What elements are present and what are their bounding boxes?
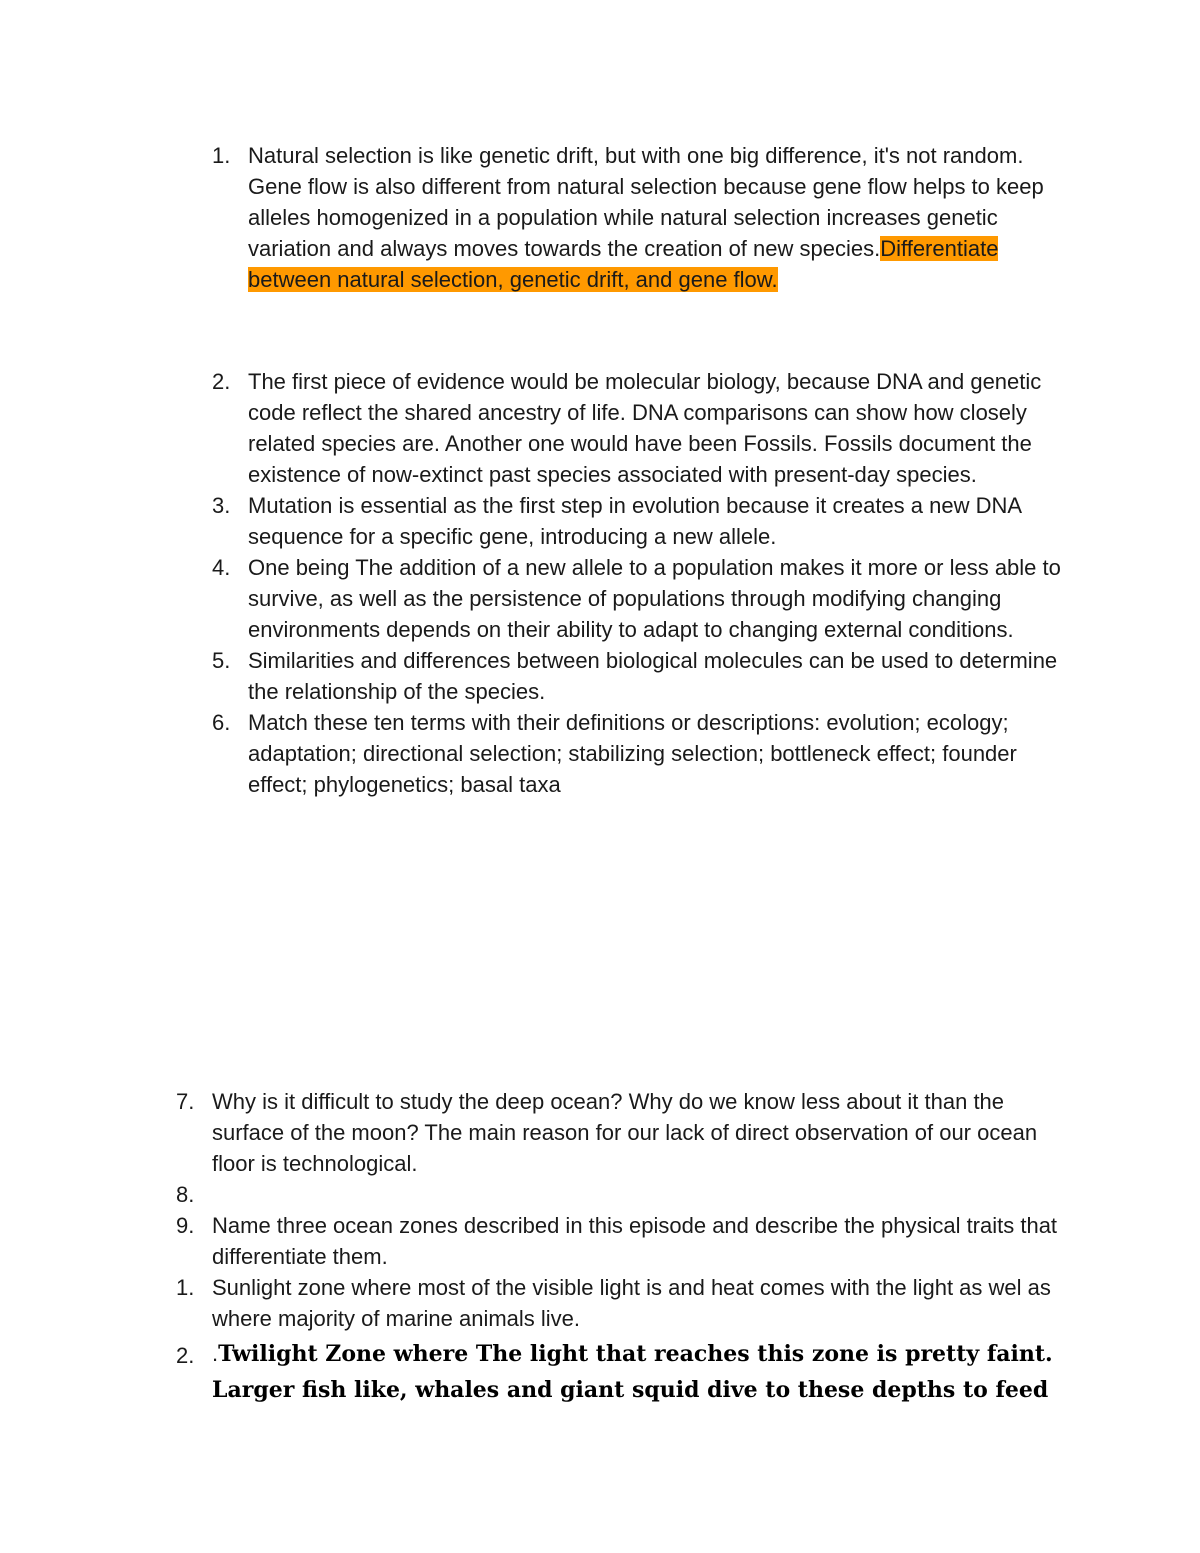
answer-list-part-1 (200, 140, 1080, 295)
item-number: 1. (176, 1275, 195, 1300)
answer-list-part-3 (164, 1086, 1064, 1408)
list-item (164, 1336, 1064, 1408)
item-number: 8. (176, 1182, 195, 1207)
item-text: The first piece of evidence would be molecular biology, because DNA and genetic code reflect the shared ancestry of life. DNA comparisons can show how closely related species are. Another one would have been Fossils. Fossils document the existence of now-extinct past species associated with present-day species. (248, 369, 1042, 487)
item-text: Natural selection is like genetic drift, but with one big difference, it's not random. Gene flow is also different from natural selection because gene flow helps to keep alleles homogenized in a population while natural selection increases genetic variation and always moves towards the creation of new species. (248, 143, 1044, 261)
list-item (164, 1086, 1064, 1179)
list-item (200, 366, 1080, 490)
item-text: Mutation is essential as the first step in evolution because it creates a new DNA sequence for a specific gene, introducing a new allele. (248, 493, 1021, 549)
list-item (200, 645, 1080, 707)
item-number: 2. (212, 369, 231, 394)
list-item (164, 1179, 1064, 1210)
item-number: 6. (212, 710, 231, 735)
item-text-bold: Twilight Zone where The light that reaches this zone is pretty faint. Larger fish like, whales and giant squid dive to these depths to feed (212, 1341, 1053, 1403)
item-text: Similarities and differences between biological molecules can be used to determine the relationship of the species. (248, 648, 1058, 704)
list-item (200, 552, 1080, 645)
item-text: One being The addition of a new allele to a population makes it more or less able to survive, as well as the persistence of populations through modifying changing environments depends on their ability to adapt to changing external conditions. (248, 555, 1061, 642)
item-number: 1. (212, 143, 231, 168)
list-item (164, 1272, 1064, 1334)
item-text: Match these ten terms with their definitions or descriptions: evolution; ecology; adaptation; directional selection; stabilizing selection; bottleneck effect; founder effect; phylogenetics; basal taxa (248, 710, 1017, 797)
item-prefix: . (212, 1341, 219, 1366)
item-text: Name three ocean zones described in this episode and describe the physical traits that differentiate them. (212, 1213, 1058, 1269)
list-item (164, 1210, 1064, 1272)
highlighted-question: Differentiate between natural selection, genetic drift, and gene flow. (248, 236, 999, 292)
item-text: Sunlight zone where most of the visible light is and heat comes with the light as wel as where majority of marine animals live. (212, 1275, 1051, 1331)
item-number: 5. (212, 648, 231, 673)
list-item (200, 140, 1080, 295)
item-text: Why is it difficult to study the deep ocean? Why do we know less about it than the surface of the moon? The main reason for our lack of direct observation of our ocean floor is technological. (212, 1089, 1038, 1176)
item-number: 4. (212, 555, 231, 580)
item-number: 2. (176, 1343, 195, 1368)
item-number: 7. (176, 1089, 195, 1114)
item-text (212, 1182, 218, 1207)
list-item (200, 707, 1080, 800)
item-number: 9. (176, 1213, 195, 1238)
item-number: 3. (212, 493, 231, 518)
answer-list-part-2 (200, 366, 1080, 800)
list-item (200, 490, 1080, 552)
